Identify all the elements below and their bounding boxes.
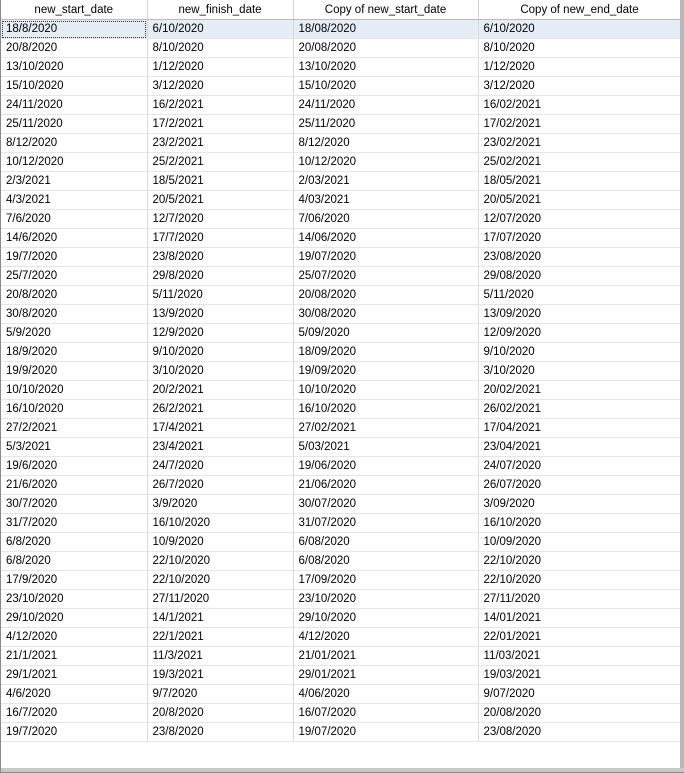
- cell-copy-of-new-end-date[interactable]: 16/10/2020: [478, 514, 681, 533]
- cell-new-start-date[interactable]: 6/8/2020: [1, 552, 147, 571]
- cell-new-finish-date[interactable]: 1/12/2020: [147, 58, 293, 77]
- table-row[interactable]: [1, 343, 681, 362]
- table-row[interactable]: [1, 77, 681, 96]
- table-row[interactable]: [1, 115, 681, 134]
- table-row[interactable]: [1, 685, 681, 704]
- cell-new-finish-date[interactable]: 12/7/2020: [147, 210, 293, 229]
- cell-copy-of-new-end-date[interactable]: 17/07/2020: [478, 229, 681, 248]
- cell-new-finish-date[interactable]: 23/8/2020: [147, 248, 293, 267]
- cell-copy-of-new-start-date[interactable]: 25/07/2020: [293, 267, 478, 286]
- header-row: [1, 0, 681, 20]
- cell-copy-of-new-start-date[interactable]: 16/10/2020: [293, 400, 478, 419]
- cell-copy-of-new-end-date[interactable]: 12/07/2020: [478, 210, 681, 229]
- cell-new-start-date[interactable]: 10/12/2020: [1, 153, 147, 172]
- cell-copy-of-new-start-date[interactable]: 8/12/2020: [293, 134, 478, 153]
- table-row[interactable]: [1, 400, 681, 419]
- table-row[interactable]: [1, 229, 681, 248]
- cell-new-start-date[interactable]: 16/10/2020: [1, 400, 147, 419]
- table-row[interactable]: [1, 267, 681, 286]
- cell-new-finish-date[interactable]: 9/10/2020: [147, 343, 293, 362]
- cell-copy-of-new-start-date[interactable]: 13/10/2020: [293, 58, 478, 77]
- cell-new-finish-date[interactable]: 29/8/2020: [147, 267, 293, 286]
- cell-copy-of-new-start-date[interactable]: 19/07/2020: [293, 723, 478, 742]
- table-row[interactable]: [1, 286, 681, 305]
- cell-new-start-date[interactable]: 19/7/2020: [1, 723, 147, 742]
- cell-new-finish-date[interactable]: 3/12/2020: [147, 77, 293, 96]
- cell-new-finish-date[interactable]: 17/4/2021: [147, 419, 293, 438]
- table-row[interactable]: [1, 248, 681, 267]
- cell-copy-of-new-start-date[interactable]: 10/12/2020: [293, 153, 478, 172]
- cell-copy-of-new-start-date[interactable]: 14/06/2020: [293, 229, 478, 248]
- cell-copy-of-new-end-date[interactable]: 17/02/2021: [478, 115, 681, 134]
- cell-new-start-date[interactable]: 20/8/2020: [1, 39, 147, 58]
- cell-new-finish-date[interactable]: 17/2/2021: [147, 115, 293, 134]
- table-row[interactable]: [1, 647, 681, 666]
- cell-new-start-date[interactable]: 18/8/2020: [1, 20, 147, 39]
- cell-copy-of-new-end-date[interactable]: 3/10/2020: [478, 362, 681, 381]
- cell-copy-of-new-end-date[interactable]: 26/07/2020: [478, 476, 681, 495]
- cell-copy-of-new-start-date[interactable]: 4/12/2020: [293, 628, 478, 647]
- cell-new-finish-date[interactable]: 19/3/2021: [147, 666, 293, 685]
- cell-new-finish-date[interactable]: 10/9/2020: [147, 533, 293, 552]
- cell-copy-of-new-end-date[interactable]: 14/01/2021: [478, 609, 681, 628]
- cell-copy-of-new-end-date[interactable]: 18/05/2021: [478, 172, 681, 191]
- cell-new-finish-date[interactable]: 22/10/2020: [147, 552, 293, 571]
- horizontal-scrollbar-edge[interactable]: [1, 768, 684, 772]
- table-row[interactable]: [1, 153, 681, 172]
- cell-copy-of-new-end-date[interactable]: 20/05/2021: [478, 191, 681, 210]
- cell-copy-of-new-start-date[interactable]: 18/09/2020: [293, 343, 478, 362]
- table-row[interactable]: [1, 438, 681, 457]
- cell-copy-of-new-start-date[interactable]: 23/10/2020: [293, 590, 478, 609]
- cell-new-finish-date[interactable]: 23/2/2021: [147, 134, 293, 153]
- cell-new-finish-date[interactable]: 3/10/2020: [147, 362, 293, 381]
- cell-copy-of-new-start-date[interactable]: 16/07/2020: [293, 704, 478, 723]
- cell-new-start-date[interactable]: 30/8/2020: [1, 305, 147, 324]
- table-row[interactable]: [1, 172, 681, 191]
- cell-new-start-date[interactable]: 23/10/2020: [1, 590, 147, 609]
- cell-new-start-date[interactable]: 21/1/2021: [1, 647, 147, 666]
- cell-new-start-date[interactable]: 21/6/2020: [1, 476, 147, 495]
- cell-new-start-date[interactable]: 18/9/2020: [1, 343, 147, 362]
- cell-copy-of-new-end-date[interactable]: 22/01/2021: [478, 628, 681, 647]
- cell-new-start-date[interactable]: 16/7/2020: [1, 704, 147, 723]
- table-row[interactable]: [1, 666, 681, 685]
- cell-new-start-date[interactable]: 17/9/2020: [1, 571, 147, 590]
- cell-new-start-date[interactable]: 27/2/2021: [1, 419, 147, 438]
- table-row[interactable]: [1, 96, 681, 115]
- cell-copy-of-new-end-date[interactable]: 9/10/2020: [478, 343, 681, 362]
- cell-copy-of-new-end-date[interactable]: 23/08/2020: [478, 248, 681, 267]
- cell-new-start-date[interactable]: 2/3/2021: [1, 172, 147, 191]
- data-table: [1, 0, 682, 742]
- cell-new-start-date[interactable]: 5/3/2021: [1, 438, 147, 457]
- cell-new-finish-date[interactable]: 20/2/2021: [147, 381, 293, 400]
- cell-new-start-date[interactable]: 25/11/2020: [1, 115, 147, 134]
- cell-copy-of-new-start-date[interactable]: 4/06/2020: [293, 685, 478, 704]
- cell-new-finish-date[interactable]: 17/7/2020: [147, 229, 293, 248]
- cell-new-start-date[interactable]: 14/6/2020: [1, 229, 147, 248]
- cell-new-finish-date[interactable]: 22/10/2020: [147, 571, 293, 590]
- cell-new-finish-date[interactable]: 26/7/2020: [147, 476, 293, 495]
- cell-copy-of-new-end-date[interactable]: 20/08/2020: [478, 704, 681, 723]
- cell-copy-of-new-start-date[interactable]: 30/08/2020: [293, 305, 478, 324]
- cell-new-finish-date[interactable]: 20/5/2021: [147, 191, 293, 210]
- cell-copy-of-new-end-date[interactable]: 20/02/2021: [478, 381, 681, 400]
- table-row[interactable]: [1, 210, 681, 229]
- cell-copy-of-new-start-date[interactable]: 29/10/2020: [293, 609, 478, 628]
- table-row[interactable]: [1, 704, 681, 723]
- table-row[interactable]: [1, 58, 681, 77]
- column-header-new-start-date[interactable]: new_start_date: [1, 0, 147, 20]
- cell-copy-of-new-start-date[interactable]: 31/07/2020: [293, 514, 478, 533]
- cell-copy-of-new-start-date[interactable]: 19/07/2020: [293, 248, 478, 267]
- cell-copy-of-new-start-date[interactable]: 4/03/2021: [293, 191, 478, 210]
- cell-new-start-date[interactable]: 4/12/2020: [1, 628, 147, 647]
- table-row[interactable]: [1, 305, 681, 324]
- cell-copy-of-new-start-date[interactable]: 20/08/2020: [293, 286, 478, 305]
- table-row[interactable]: [1, 20, 681, 39]
- cell-copy-of-new-start-date[interactable]: 6/08/2020: [293, 552, 478, 571]
- cell-copy-of-new-end-date[interactable]: 12/09/2020: [478, 324, 681, 343]
- table-row[interactable]: [1, 723, 681, 742]
- cell-copy-of-new-end-date[interactable]: 22/10/2020: [478, 571, 681, 590]
- vertical-scrollbar-edge[interactable]: [680, 0, 684, 773]
- cell-new-finish-date[interactable]: 26/2/2021: [147, 400, 293, 419]
- cell-new-start-date[interactable]: 4/3/2021: [1, 191, 147, 210]
- cell-new-finish-date[interactable]: 14/1/2021: [147, 609, 293, 628]
- cell-new-finish-date[interactable]: 13/9/2020: [147, 305, 293, 324]
- cell-new-start-date[interactable]: 29/10/2020: [1, 609, 147, 628]
- cell-copy-of-new-end-date[interactable]: 10/09/2020: [478, 533, 681, 552]
- cell-new-start-date[interactable]: 31/7/2020: [1, 514, 147, 533]
- cell-new-finish-date[interactable]: 3/9/2020: [147, 495, 293, 514]
- table-row[interactable]: [1, 457, 681, 476]
- cell-new-start-date[interactable]: 10/10/2020: [1, 381, 147, 400]
- cell-copy-of-new-end-date[interactable]: 16/02/2021: [478, 96, 681, 115]
- cell-copy-of-new-start-date[interactable]: 30/07/2020: [293, 495, 478, 514]
- table-row[interactable]: [1, 191, 681, 210]
- cell-new-start-date[interactable]: 19/7/2020: [1, 248, 147, 267]
- cell-new-finish-date[interactable]: 8/10/2020: [147, 39, 293, 58]
- cell-copy-of-new-end-date[interactable]: 26/02/2021: [478, 400, 681, 419]
- cell-copy-of-new-start-date[interactable]: 21/06/2020: [293, 476, 478, 495]
- cell-copy-of-new-start-date[interactable]: 19/06/2020: [293, 457, 478, 476]
- cell-new-finish-date[interactable]: 12/9/2020: [147, 324, 293, 343]
- table-row[interactable]: [1, 39, 681, 58]
- table-row[interactable]: [1, 571, 681, 590]
- cell-copy-of-new-end-date[interactable]: 29/08/2020: [478, 267, 681, 286]
- cell-copy-of-new-end-date[interactable]: 8/10/2020: [478, 39, 681, 58]
- cell-new-start-date[interactable]: 7/6/2020: [1, 210, 147, 229]
- table-row[interactable]: [1, 362, 681, 381]
- cell-new-start-date[interactable]: 24/11/2020: [1, 96, 147, 115]
- cell-new-start-date[interactable]: 25/7/2020: [1, 267, 147, 286]
- cell-copy-of-new-start-date[interactable]: 19/09/2020: [293, 362, 478, 381]
- table-row[interactable]: [1, 476, 681, 495]
- cell-new-start-date[interactable]: 5/9/2020: [1, 324, 147, 343]
- column-header-copy-of-new-end-date[interactable]: Copy of new_end_date: [478, 0, 681, 20]
- cell-new-finish-date[interactable]: 18/5/2021: [147, 172, 293, 191]
- table-row[interactable]: [1, 495, 681, 514]
- cell-copy-of-new-start-date[interactable]: 21/01/2021: [293, 647, 478, 666]
- cell-copy-of-new-end-date[interactable]: 23/04/2021: [478, 438, 681, 457]
- table-row[interactable]: [1, 552, 681, 571]
- cell-copy-of-new-end-date[interactable]: 9/07/2020: [478, 685, 681, 704]
- cell-copy-of-new-start-date[interactable]: 7/06/2020: [293, 210, 478, 229]
- cell-new-finish-date[interactable]: 16/10/2020: [147, 514, 293, 533]
- cell-copy-of-new-end-date[interactable]: 3/09/2020: [478, 495, 681, 514]
- cell-copy-of-new-end-date[interactable]: 22/10/2020: [478, 552, 681, 571]
- table-row[interactable]: [1, 628, 681, 647]
- cell-copy-of-new-start-date[interactable]: 24/11/2020: [293, 96, 478, 115]
- cell-new-start-date[interactable]: 30/7/2020: [1, 495, 147, 514]
- table-body: [1, 20, 681, 742]
- cell-copy-of-new-end-date[interactable]: 27/11/2020: [478, 590, 681, 609]
- cell-copy-of-new-start-date[interactable]: 15/10/2020: [293, 77, 478, 96]
- cell-copy-of-new-start-date[interactable]: 10/10/2020: [293, 381, 478, 400]
- cell-copy-of-new-end-date[interactable]: 23/02/2021: [478, 134, 681, 153]
- table-row[interactable]: [1, 324, 681, 343]
- cell-copy-of-new-start-date[interactable]: 29/01/2021: [293, 666, 478, 685]
- cell-copy-of-new-start-date[interactable]: 20/08/2020: [293, 39, 478, 58]
- cell-new-start-date[interactable]: 15/10/2020: [1, 77, 147, 96]
- table-row[interactable]: [1, 609, 681, 628]
- cell-copy-of-new-end-date[interactable]: 13/09/2020: [478, 305, 681, 324]
- column-header-new-finish-date[interactable]: new_finish_date: [147, 0, 293, 20]
- cell-new-start-date[interactable]: 13/10/2020: [1, 58, 147, 77]
- cell-new-start-date[interactable]: 20/8/2020: [1, 286, 147, 305]
- cell-new-finish-date[interactable]: 5/11/2020: [147, 286, 293, 305]
- cell-new-start-date[interactable]: 19/6/2020: [1, 457, 147, 476]
- cell-copy-of-new-start-date[interactable]: 5/03/2021: [293, 438, 478, 457]
- cell-new-finish-date[interactable]: 22/1/2021: [147, 628, 293, 647]
- cell-new-finish-date[interactable]: 23/4/2021: [147, 438, 293, 457]
- cell-copy-of-new-end-date[interactable]: 1/12/2020: [478, 58, 681, 77]
- cell-new-start-date[interactable]: 19/9/2020: [1, 362, 147, 381]
- cell-copy-of-new-start-date[interactable]: 18/08/2020: [293, 20, 478, 39]
- cell-copy-of-new-start-date[interactable]: 5/09/2020: [293, 324, 478, 343]
- column-header-copy-of-new-start-date[interactable]: Copy of new_start_date: [293, 0, 478, 20]
- table-row[interactable]: [1, 134, 681, 153]
- cell-copy-of-new-start-date[interactable]: 6/08/2020: [293, 533, 478, 552]
- cell-copy-of-new-end-date[interactable]: 3/12/2020: [478, 77, 681, 96]
- cell-new-finish-date[interactable]: 24/7/2020: [147, 457, 293, 476]
- cell-copy-of-new-start-date[interactable]: 2/03/2021: [293, 172, 478, 191]
- cell-new-finish-date[interactable]: 6/10/2020: [147, 20, 293, 39]
- cell-new-finish-date[interactable]: 9/7/2020: [147, 685, 293, 704]
- cell-copy-of-new-end-date[interactable]: 5/11/2020: [478, 286, 681, 305]
- cell-copy-of-new-end-date[interactable]: 25/02/2021: [478, 153, 681, 172]
- cell-new-finish-date[interactable]: 11/3/2021: [147, 647, 293, 666]
- cell-new-finish-date[interactable]: 16/2/2021: [147, 96, 293, 115]
- cell-new-start-date[interactable]: 6/8/2020: [1, 533, 147, 552]
- cell-copy-of-new-start-date[interactable]: 27/02/2021: [293, 419, 478, 438]
- table-row[interactable]: [1, 381, 681, 400]
- cell-new-finish-date[interactable]: 27/11/2020: [147, 590, 293, 609]
- cell-new-start-date[interactable]: 8/12/2020: [1, 134, 147, 153]
- cell-copy-of-new-end-date[interactable]: 23/08/2020: [478, 723, 681, 742]
- cell-copy-of-new-end-date[interactable]: 6/10/2020: [478, 20, 681, 39]
- table-row[interactable]: [1, 533, 681, 552]
- table-row[interactable]: [1, 514, 681, 533]
- cell-copy-of-new-start-date[interactable]: 25/11/2020: [293, 115, 478, 134]
- cell-copy-of-new-end-date[interactable]: 24/07/2020: [478, 457, 681, 476]
- table-row[interactable]: [1, 419, 681, 438]
- cell-new-start-date[interactable]: 29/1/2021: [1, 666, 147, 685]
- cell-copy-of-new-end-date[interactable]: 19/03/2021: [478, 666, 681, 685]
- cell-copy-of-new-end-date[interactable]: 11/03/2021: [478, 647, 681, 666]
- cell-copy-of-new-end-date[interactable]: 17/04/2021: [478, 419, 681, 438]
- cell-new-start-date[interactable]: 4/6/2020: [1, 685, 147, 704]
- cell-copy-of-new-start-date[interactable]: 17/09/2020: [293, 571, 478, 590]
- cell-new-finish-date[interactable]: 23/8/2020: [147, 723, 293, 742]
- cell-new-finish-date[interactable]: 20/8/2020: [147, 704, 293, 723]
- cell-new-finish-date[interactable]: 25/2/2021: [147, 153, 293, 172]
- table-row[interactable]: [1, 590, 681, 609]
